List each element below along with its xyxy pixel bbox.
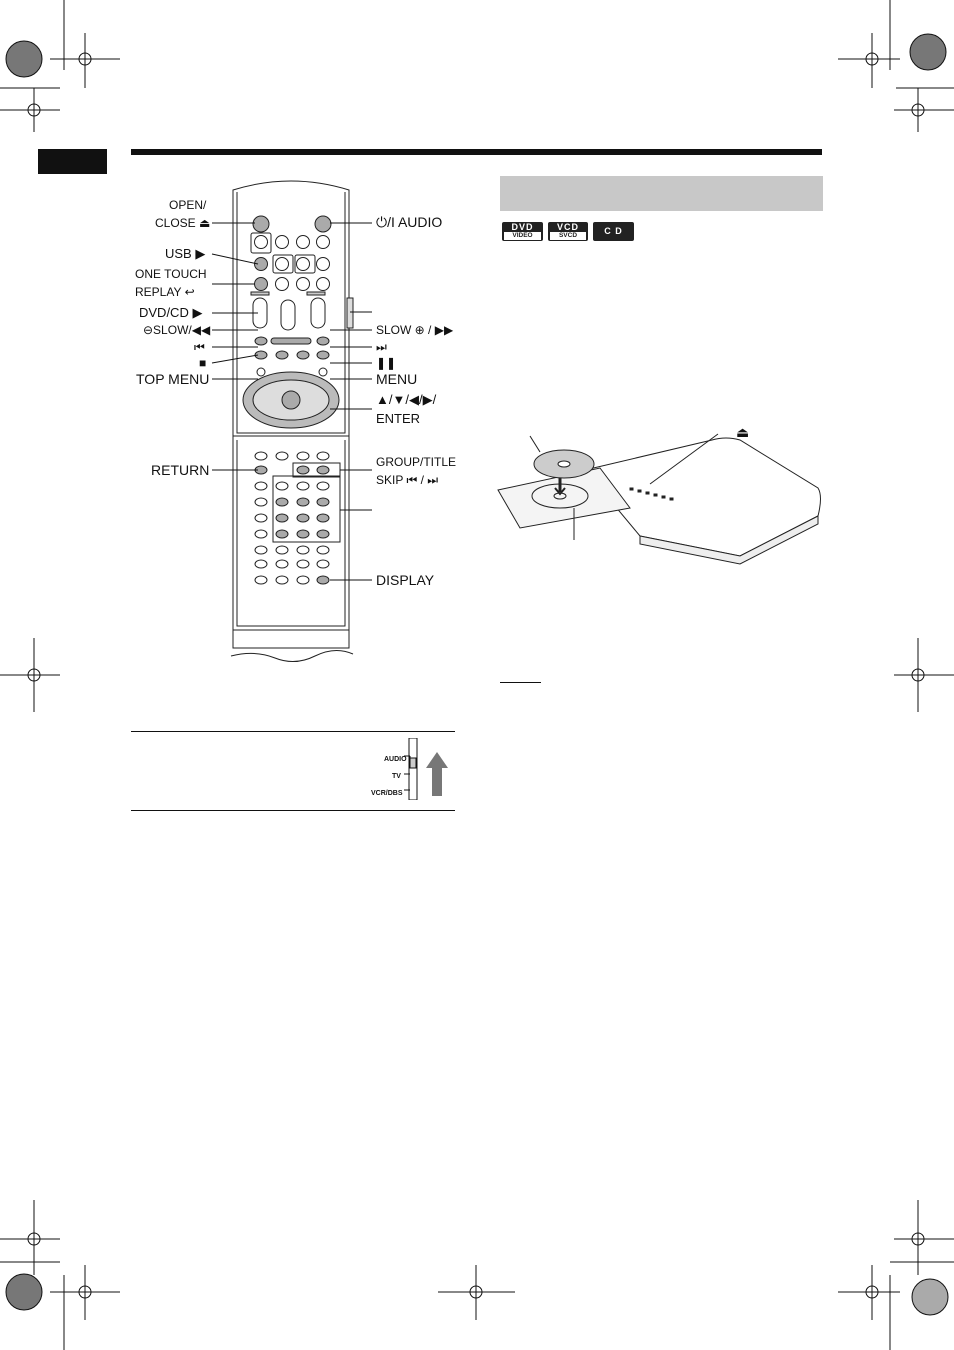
label-stop: ■ xyxy=(199,356,207,370)
section-heading-band xyxy=(500,176,823,211)
label-top-menu: TOP MENU xyxy=(136,371,210,387)
label-slow-rev: ⊖SLOW/◀◀ xyxy=(143,323,211,337)
label-next: ⏭ xyxy=(376,340,387,354)
note-underline xyxy=(500,682,541,683)
switch-label-vcr: VCR/DBS xyxy=(371,790,403,797)
switch-diagram xyxy=(400,738,455,800)
switch-label-audio: AUDIO xyxy=(384,756,407,763)
vcd-svcd-logo: VCD SVCD xyxy=(548,222,588,241)
label-open-close-line2: CLOSE ⏏ xyxy=(155,216,211,230)
label-display: DISPLAY xyxy=(376,572,435,588)
label-menu: MENU xyxy=(376,371,418,387)
eject-icon: ⏏ xyxy=(736,424,750,440)
dvd-player-illustration xyxy=(490,428,830,573)
cd-logo: C D xyxy=(593,222,634,241)
label-dvd-cd: DVD/CD ▶ xyxy=(139,305,203,320)
label-return: RETURN xyxy=(151,462,210,478)
up-arrow-icon xyxy=(426,752,448,796)
label-slow-fwd: SLOW ⊕ / ▶▶ xyxy=(376,323,454,337)
label-pause: ❚❚ xyxy=(376,356,397,370)
label-group-title: GROUP/TITLE xyxy=(376,455,457,469)
label-arrows: ▲/▼/◀/▶/ xyxy=(376,392,437,407)
label-usb: USB ▶ xyxy=(165,246,206,261)
label-open-close-line1: OPEN/ xyxy=(169,198,207,212)
label-one-touch-line1: ONE TOUCH xyxy=(135,267,207,281)
inset-top-rule xyxy=(131,731,455,732)
inset-bottom-rule xyxy=(131,810,455,811)
label-enter: ENTER xyxy=(376,411,421,426)
dvd-video-logo: DVD VIDEO xyxy=(502,222,543,241)
label-prev: ⏮ xyxy=(194,340,205,354)
switch-label-tv: TV xyxy=(392,773,401,780)
label-skip: SKIP ⏮ / ⏭ xyxy=(376,473,439,487)
label-power-audio: ⏻/I AUDIO xyxy=(376,214,443,230)
label-one-touch-line2: REPLAY ↩ xyxy=(135,285,195,299)
